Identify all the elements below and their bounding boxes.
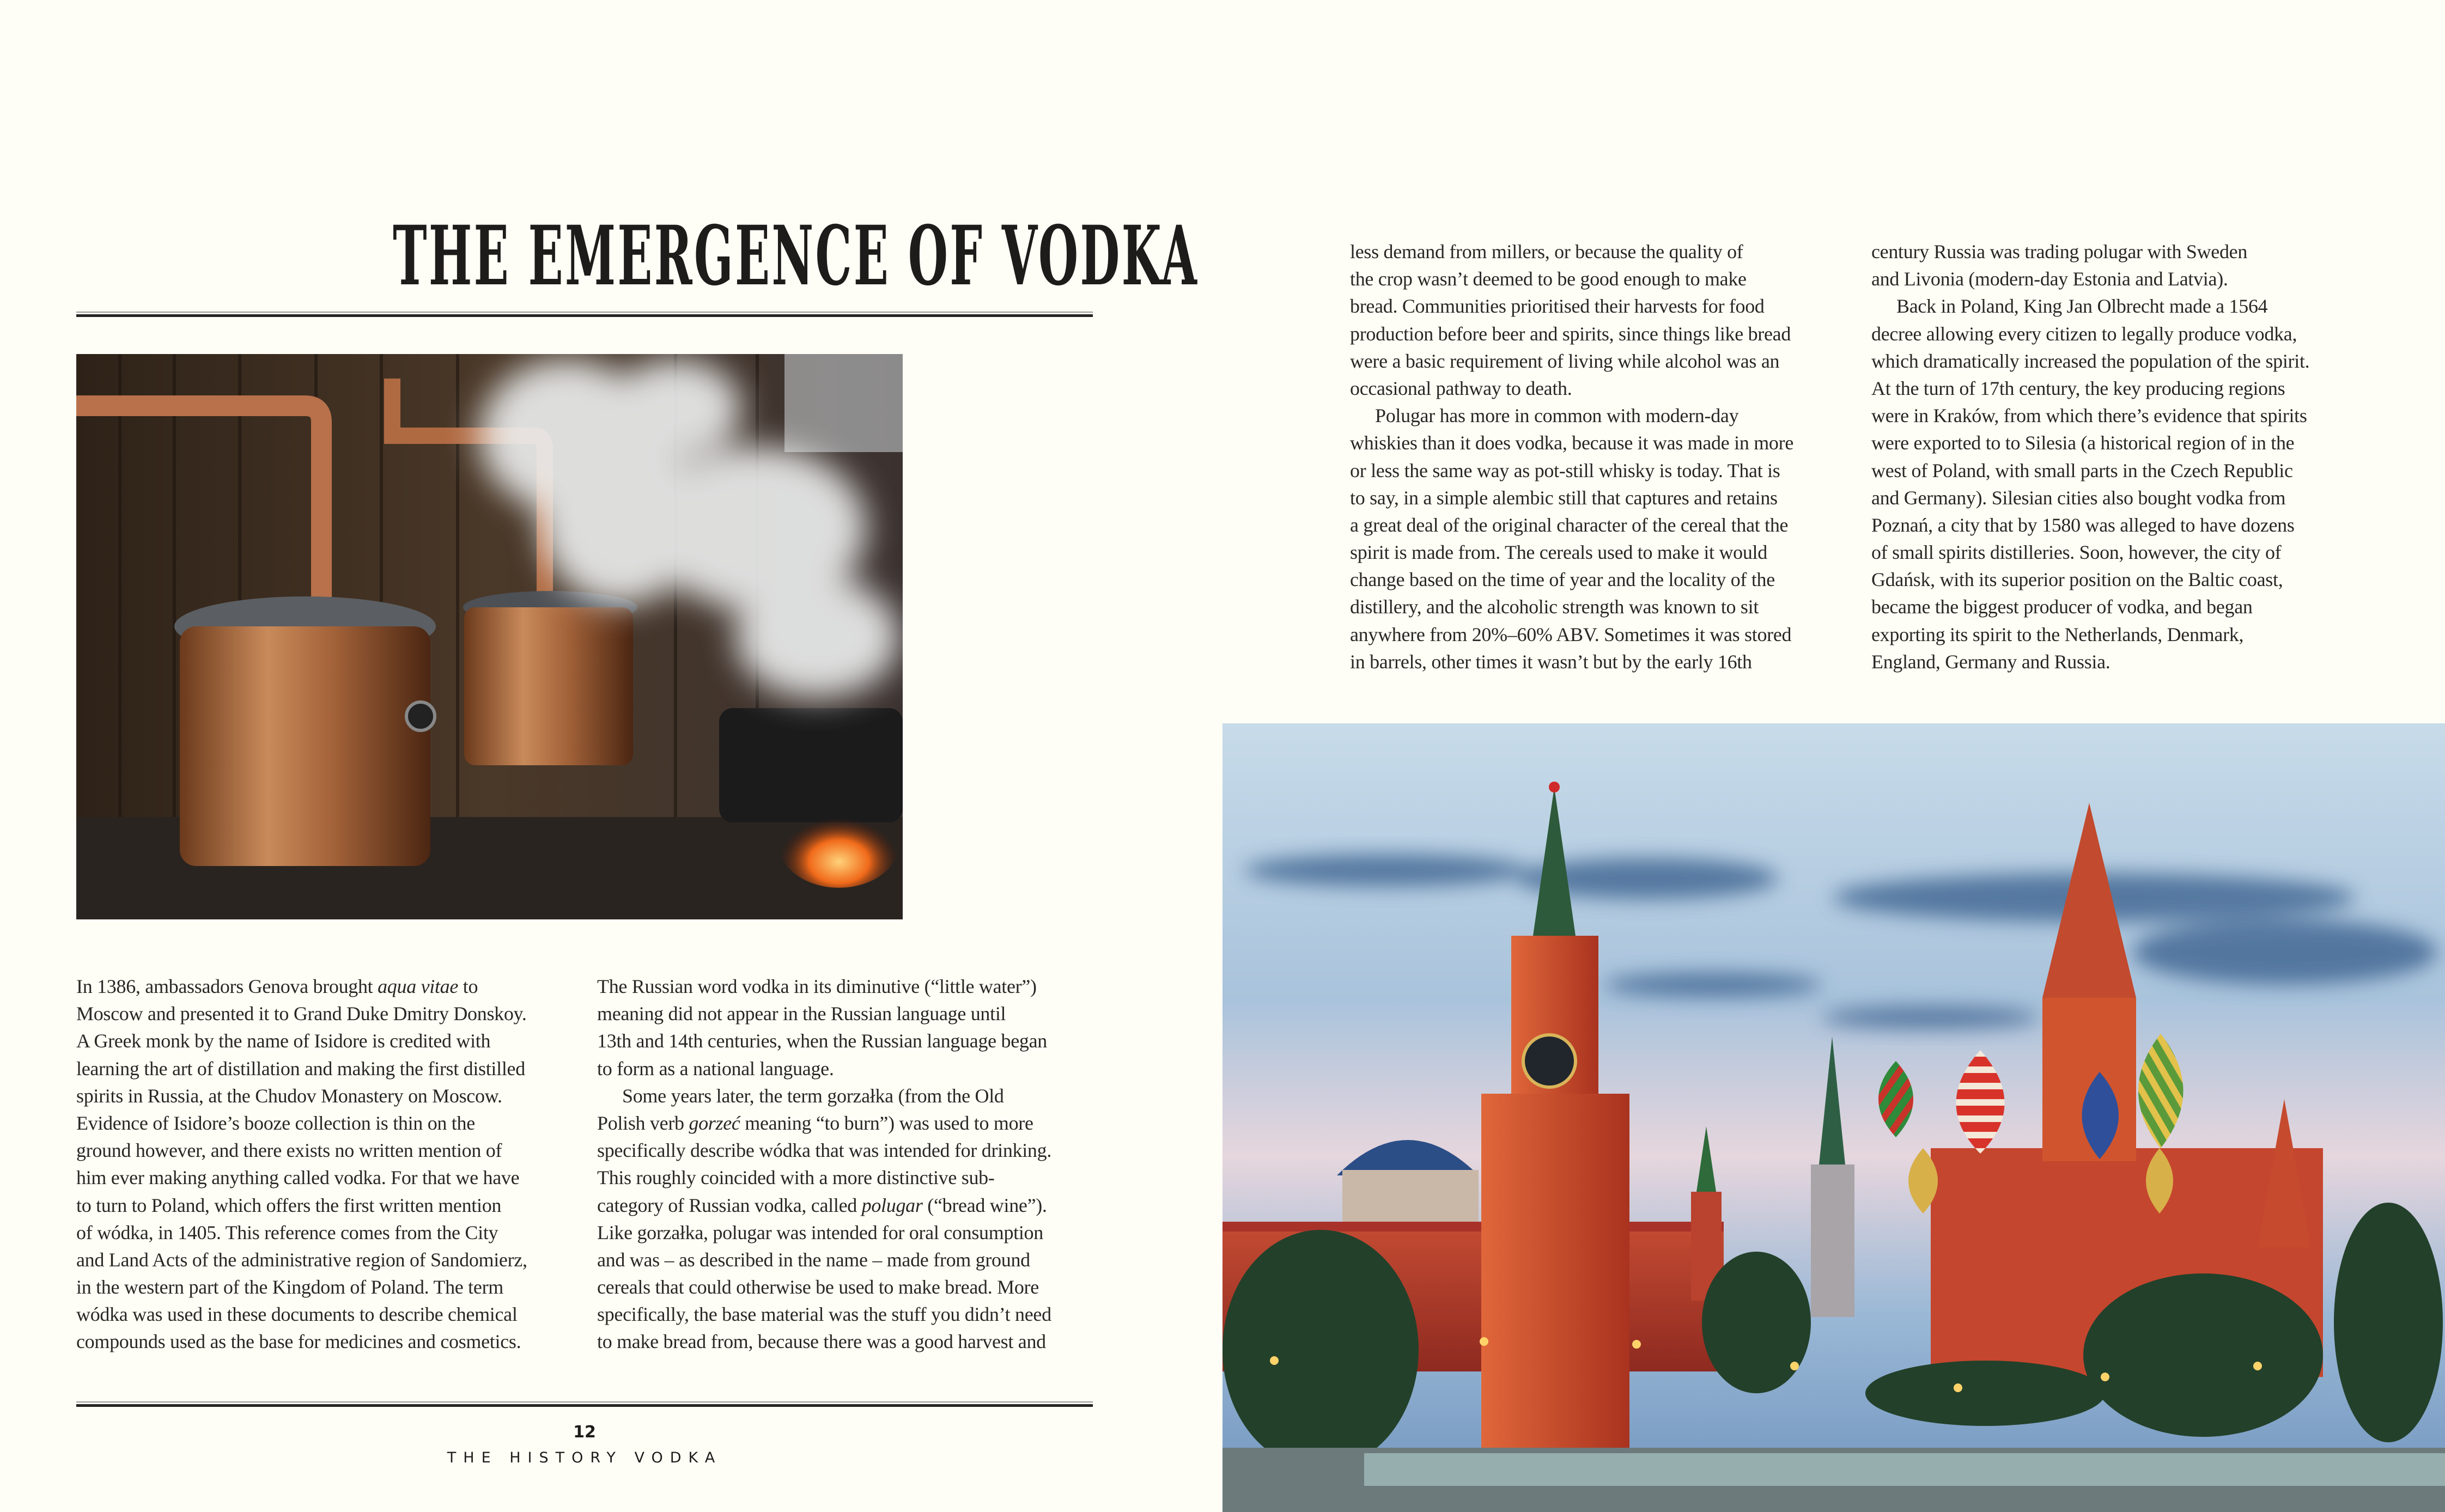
text-line: At the turn of 17th century, the key producing regions bbox=[1871, 377, 2285, 399]
text-line: of small spirits distilleries. Soon, however, the city of bbox=[1871, 541, 2282, 564]
small-copper-pot bbox=[464, 607, 633, 765]
text-line: and Livonia (modern-day Estonia and Latvia). bbox=[1871, 268, 2228, 290]
text-line: and was – as described in the name – made from ground bbox=[597, 1248, 1030, 1271]
text-segment: meaning “to burn”) was used to more bbox=[740, 1112, 1033, 1134]
snowy-background bbox=[784, 354, 903, 452]
large-copper-pot bbox=[180, 626, 430, 866]
text-line: were a basic requirement of living while alcohol was an bbox=[1350, 350, 1780, 372]
text-line: The Russian word vodka in its diminutive (“little water”) bbox=[597, 976, 1037, 997]
text-line: and Germany). Silesian cities also bought vodka from bbox=[1871, 486, 2286, 509]
text-line: specifically describe wódka that was intended for drinking. bbox=[597, 1139, 1052, 1162]
text-line: and Land Acts of the administrative region of Sandomierz, bbox=[76, 1248, 527, 1271]
copper-pot-stills-photo bbox=[76, 354, 903, 919]
text-line: bread. Communities prioritised their harvests for food bbox=[1350, 295, 1765, 318]
text-line: in the western part of the Kingdom of Poland. The term bbox=[76, 1276, 503, 1298]
text-line: Moscow and presented it to Grand Duke Dmitry Donskoy. bbox=[76, 1003, 527, 1025]
text-line: spirit is made from. The cereals used to make it would bbox=[1350, 541, 1767, 564]
text-segment: category of Russian vodka, called bbox=[597, 1194, 862, 1216]
text-segment: (“bread wine”). bbox=[922, 1194, 1047, 1216]
chapter-title bbox=[76, 208, 1199, 304]
pot-valve bbox=[406, 702, 435, 730]
text-line: wódka was used in these documents to describe chemical bbox=[76, 1303, 518, 1326]
text-line: were exported to to Silesia (a historical region of in the bbox=[1871, 432, 2295, 454]
italic-term: gorzeć bbox=[689, 1112, 740, 1134]
text-line: distillery, and the alcoholic strength was known to sit bbox=[1350, 596, 1759, 618]
text-line: him ever making anything called vodka. For that we have bbox=[76, 1167, 520, 1189]
text-line: whiskies than it does vodka, because it was made in more bbox=[1350, 432, 1793, 454]
text-line: to form as a national language. bbox=[597, 1057, 834, 1080]
text-line: compounds used as the base for medicines and cosmetics. bbox=[76, 1331, 521, 1353]
text-line: Back in Poland, King Jan Olbrecht made a 1564 bbox=[1896, 295, 2268, 318]
text-line: specifically, the base material was the stuff you didn’t need bbox=[597, 1303, 1051, 1326]
text-line: spirits in Russia, at the Chudov Monastery on Moscow. bbox=[76, 1084, 502, 1107]
text-column-3 bbox=[1350, 238, 1857, 675]
text-line: century Russia was trading polugar with Sweden bbox=[1871, 241, 2248, 263]
text-line: to make bread from, because there was a good harvest and bbox=[597, 1331, 1046, 1353]
text-line bbox=[597, 1192, 1093, 1219]
text-line: 13th and 14th centuries, when the Russian language began bbox=[597, 1030, 1047, 1052]
text-line: cereals that could otherwise be used to make bread. More bbox=[597, 1276, 1039, 1298]
text-line: Some years later, the term gorzałka (from the Old bbox=[622, 1084, 1004, 1107]
text-line: meaning did not appear in the Russian language until bbox=[597, 1003, 1006, 1025]
wall-battlements bbox=[1222, 1222, 1724, 1231]
text-line: which dramatically increased the population of the spirit. bbox=[1871, 350, 2310, 372]
text-column-1 bbox=[76, 973, 572, 1356]
text-line: of wódka, in 1405. This reference comes from the City bbox=[76, 1221, 498, 1243]
text-line: less demand from millers, or because the quality of bbox=[1350, 241, 1743, 263]
text-line: change based on the time of year and the locality of the bbox=[1350, 569, 1775, 591]
moscow-kremlin-st-basils-photo bbox=[1222, 723, 2445, 1512]
glass-bridge-railing bbox=[1364, 1453, 2445, 1486]
text-line: or less the same way as pot-still whisky is today. That is bbox=[1350, 459, 1780, 481]
text-segment: In 1386, ambassadors Genova brought bbox=[76, 976, 378, 997]
text-line: England, Germany and Russia. bbox=[1871, 650, 2111, 673]
text-line: to say, in a simple alembic still that captures and retains bbox=[1350, 486, 1778, 509]
text-line: in barrels, other times it wasn’t but by the early 16th bbox=[1350, 650, 1752, 673]
red-star bbox=[1549, 782, 1560, 792]
text-line: became the biggest producer of vodka, and began bbox=[1871, 596, 2253, 618]
kremlin-clock bbox=[1523, 1035, 1576, 1087]
text-line: occasional pathway to death. bbox=[1350, 377, 1572, 399]
text-column-4 bbox=[1871, 238, 2378, 675]
black-cauldron bbox=[719, 708, 903, 822]
text-line: This roughly coincided with a more distinctive sub- bbox=[597, 1167, 995, 1189]
text-line: exporting its spirit to the Netherlands, Denmark, bbox=[1871, 623, 2244, 645]
text-line: Evidence of Isidore’s booze collection is thin on the bbox=[76, 1112, 475, 1134]
italic-term: aqua vitae bbox=[378, 976, 459, 997]
italic-term: polugar bbox=[861, 1194, 923, 1216]
text-segment: to bbox=[458, 976, 478, 997]
text-line: production before beer and spirits, since things like bread bbox=[1350, 322, 1791, 345]
text-line: the crop wasn’t deemed to be good enough to make bbox=[1350, 268, 1747, 290]
fire bbox=[779, 801, 899, 888]
text-line: ground however, and there exists no written mention of bbox=[76, 1139, 502, 1162]
text-segment: Polish verb bbox=[597, 1112, 689, 1134]
text-line: anywhere from 20%–60% ABV. Sometimes it was stored bbox=[1350, 623, 1792, 645]
title-divider bbox=[76, 312, 1093, 316]
text-line: west of Poland, with small parts in the Czech Republic bbox=[1871, 459, 2293, 481]
kremlin-tower bbox=[1811, 1165, 1854, 1317]
text-line: A Greek monk by the name of Isidore is credited with bbox=[76, 1030, 491, 1052]
text-line: to turn to Poland, which offers the first written mention bbox=[76, 1194, 502, 1216]
text-line: Polugar has more in common with modern-day bbox=[1375, 405, 1739, 427]
running-title: THE HISTORY VODKA bbox=[447, 1449, 722, 1466]
footer-divider bbox=[76, 1401, 1093, 1406]
text-line bbox=[597, 1109, 1093, 1137]
text-line bbox=[76, 973, 572, 1000]
text-line: Poznań, a city that by 1580 was alleged to have dozens bbox=[1871, 514, 2295, 536]
text-line: a great deal of the original character of the cereal that the bbox=[1350, 514, 1789, 536]
page-number: 12 bbox=[573, 1423, 596, 1442]
text-line: were in Kraków, from which there’s evidence that spirits bbox=[1871, 405, 2307, 427]
text-column-2 bbox=[597, 973, 1093, 1356]
text-line: Like gorzałka, polugar was intended for oral consumption bbox=[597, 1221, 1043, 1243]
text-line: decree allowing every citizen to legally produce vodka, bbox=[1871, 322, 2297, 345]
text-line: Gdańsk, with its superior position on the Baltic coast, bbox=[1871, 569, 2283, 591]
text-line: learning the art of distillation and making the first distilled bbox=[76, 1057, 525, 1080]
spasskaya-tower bbox=[1481, 1094, 1629, 1448]
chapter-title-text: THE EMERGENCE OF VODKA bbox=[393, 208, 1199, 304]
